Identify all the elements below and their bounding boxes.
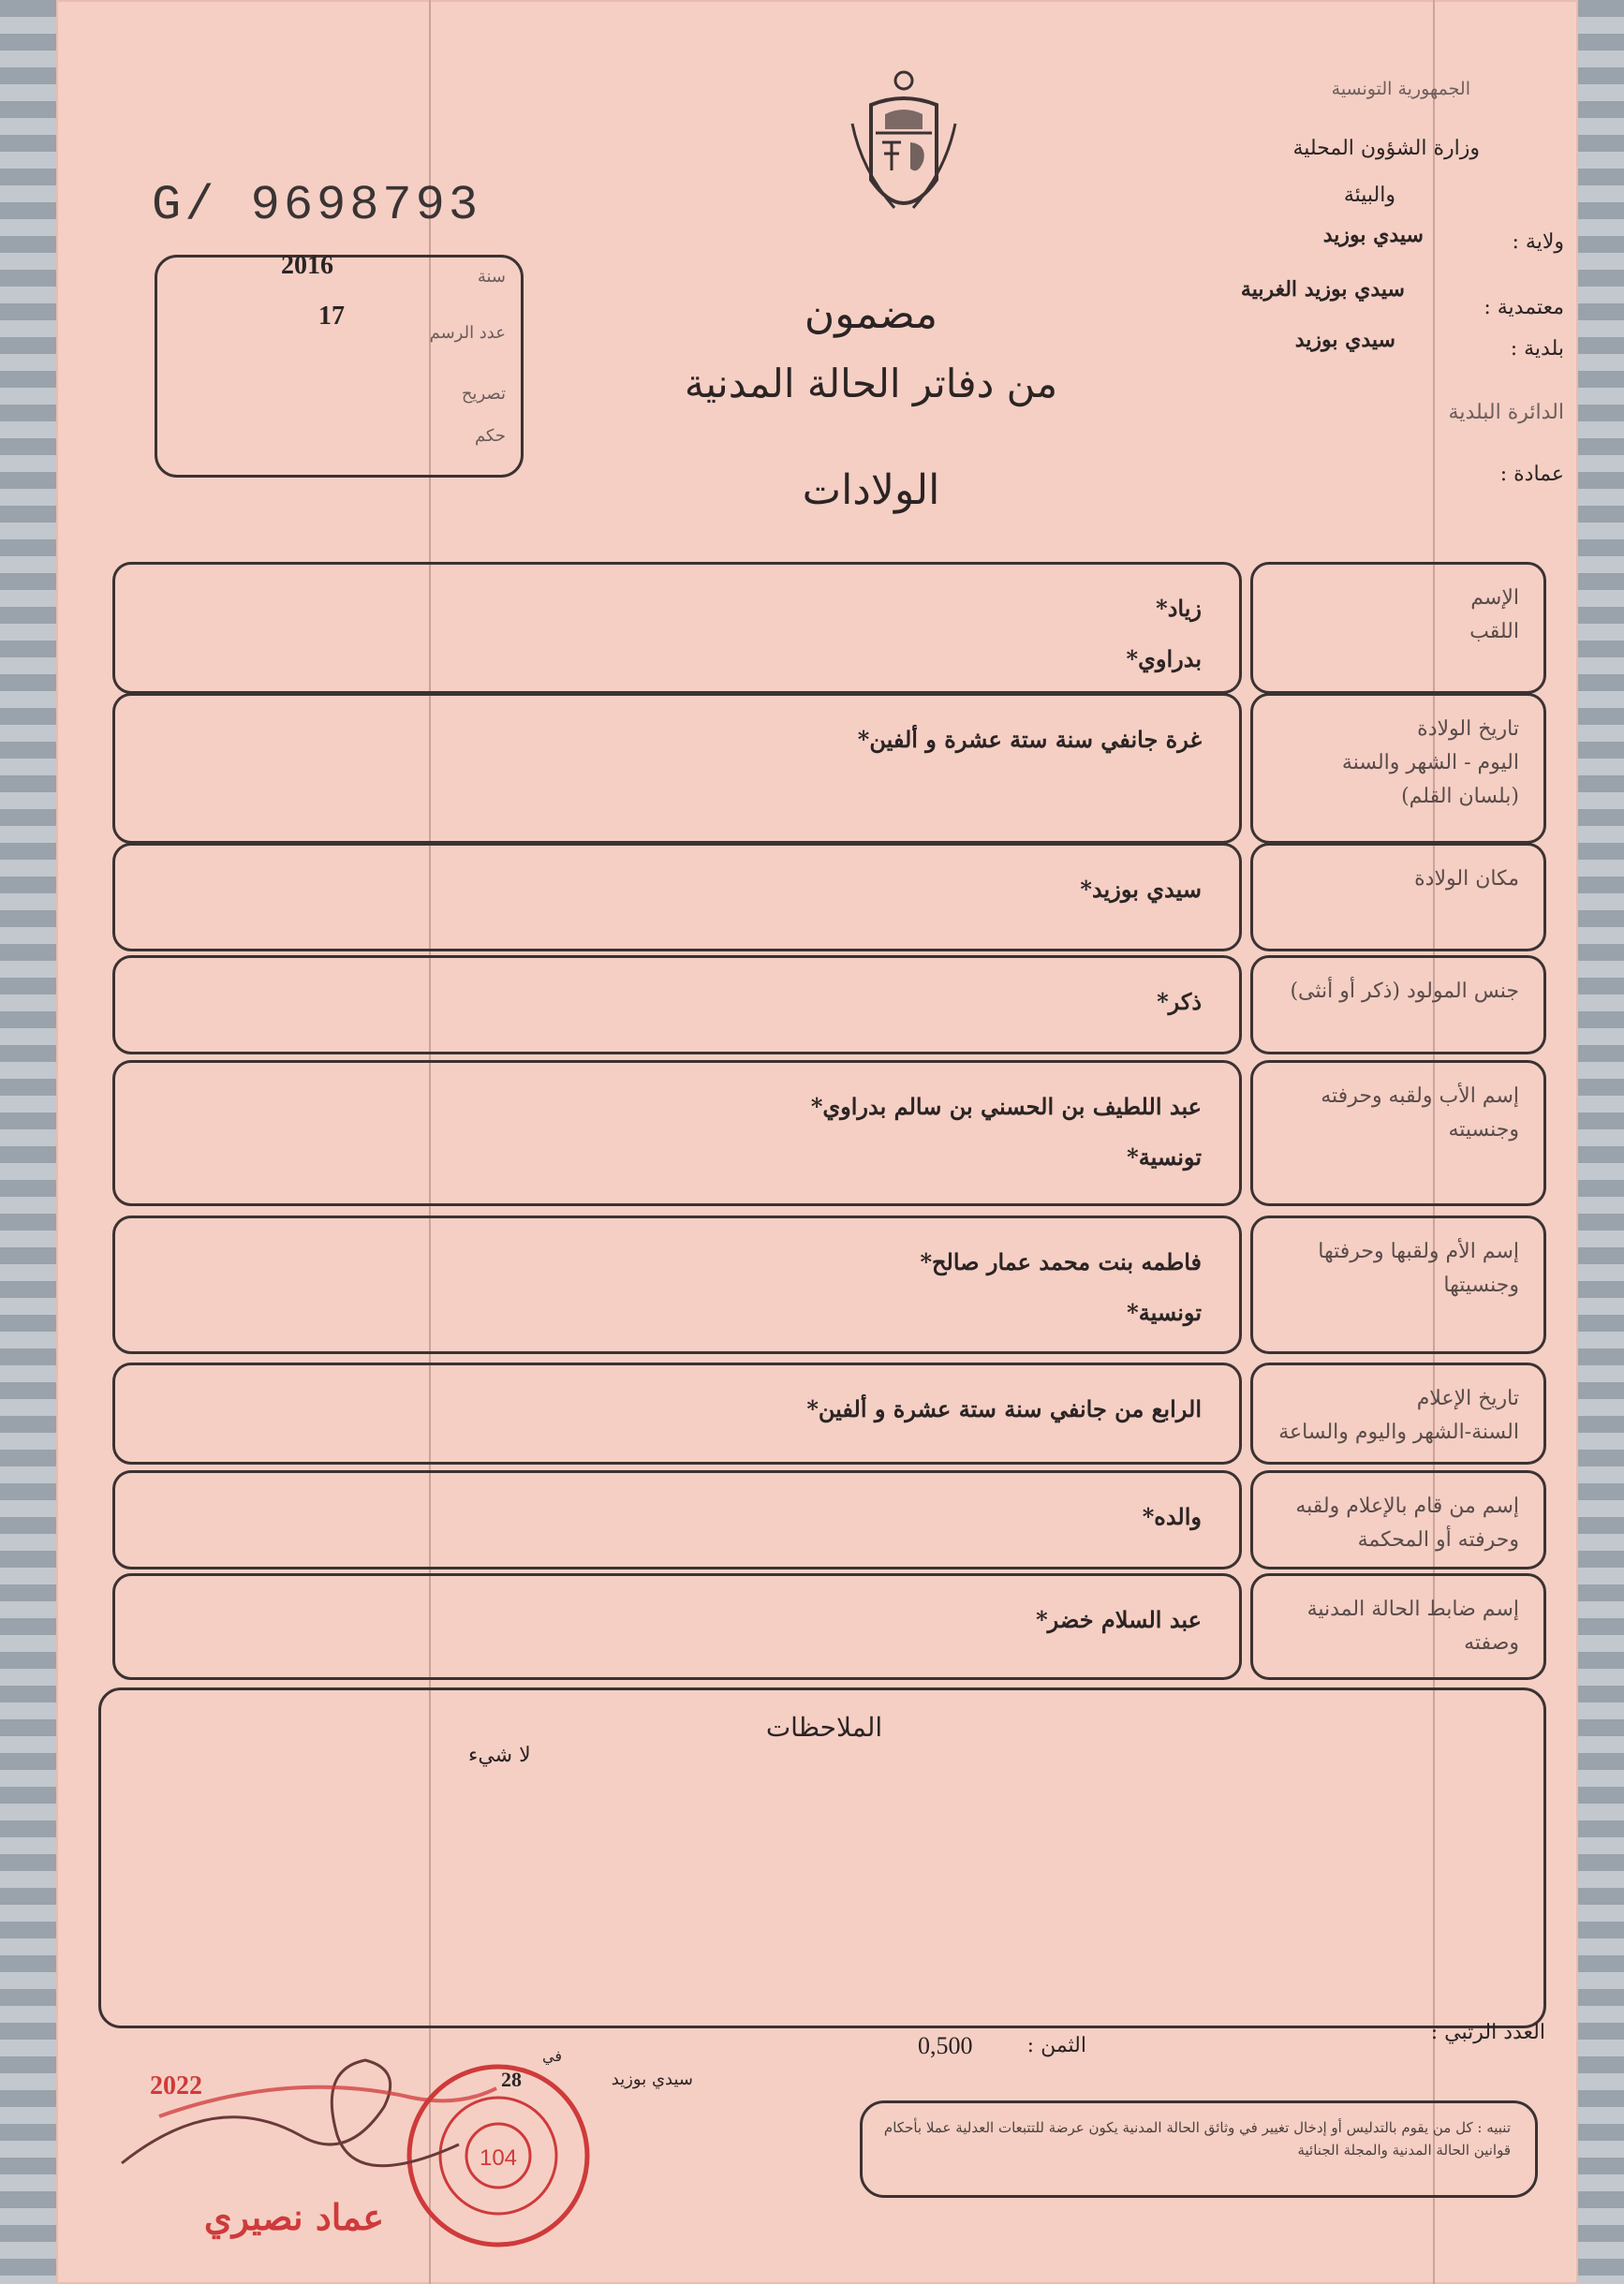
- document-title: مضمون: [804, 290, 938, 338]
- field-label: الإسم اللقب: [1469, 586, 1519, 643]
- field-value-box: [112, 1470, 1242, 1569]
- field-value: سيدي بوزيد*: [1080, 876, 1202, 903]
- tunisia-coat-of-arms-icon: [843, 67, 965, 245]
- municipality-label: بلدية :: [1510, 337, 1564, 361]
- field-label: تاريخ الولادة اليوم - الشهر والسنة (بلسان القلم): [1341, 717, 1519, 808]
- paper-edge-left: [0, 0, 56, 2284]
- field-value-box: [112, 1573, 1242, 1680]
- delegation-label: معتمدية :: [1484, 296, 1564, 319]
- price-label: الثمن :: [1026, 2034, 1086, 2057]
- field-value: عبد اللطيف بن الحسني بن سالم بدراوي* تونسية*: [810, 1093, 1202, 1171]
- ministry-name: وزارة الشؤون المحلية: [1292, 137, 1480, 160]
- field-label: مكان الولادة: [1414, 867, 1519, 891]
- field-value-box: [112, 1363, 1242, 1465]
- field-value: زياد* بدراوي*: [1126, 595, 1202, 672]
- municipality-value: سيدي بوزيد: [1294, 328, 1395, 352]
- register-number-label: عدد الرسم: [429, 323, 506, 343]
- stamp-number: 104: [479, 2145, 518, 2171]
- signatory-name: عماد نصيري: [203, 2196, 384, 2238]
- field-label-box: [1250, 562, 1546, 694]
- section-title: الولادات: [802, 466, 940, 514]
- issue-date-prefix: في: [542, 2047, 562, 2065]
- omda-label: عمادة :: [1499, 463, 1564, 486]
- field-label-box: [1250, 1573, 1546, 1680]
- delegation-value: سيدي بوزيد الغربية: [1240, 277, 1405, 302]
- document-subtitle: من دفاتر الحالة المدنية: [684, 361, 1058, 406]
- issue-date: 28: [501, 2068, 522, 2091]
- notes-value: لا شيء: [468, 1744, 531, 1767]
- serial-number: G/ 9698793: [152, 178, 482, 233]
- field-value-box: [112, 693, 1242, 844]
- field-value: غرة جانفي سنة ستة عشرة و ألفين*: [857, 726, 1202, 753]
- field-label: تاريخ الإعلام السنة-الشهر واليوم والساعة: [1278, 1387, 1519, 1444]
- field-label: إسم ضابط الحالة المدنية وصفته: [1307, 1598, 1519, 1655]
- field-value-box: [112, 1060, 1242, 1206]
- notes-title: الملاحظات: [765, 1712, 883, 1743]
- declaration-label: تصريح: [461, 384, 506, 404]
- issue-place: سيدي بوزيد: [611, 2070, 693, 2089]
- field-value-box: [112, 1216, 1242, 1354]
- field-label-box: [1250, 955, 1546, 1054]
- field-label: إسم الأب ولقبه وحرفته وجنسيته: [1321, 1084, 1519, 1142]
- warning-text: تنبيه : كل من يقوم بالتدليس أو إدخال تغيير في وثائق الحالة المدنية يكون عرضة للتتبعات العدلية عملا بأحكام قوانين الحالة المدنية والمجلة الجنائية: [883, 2119, 1511, 2159]
- governorate-label: ولاية :: [1512, 230, 1564, 254]
- governorate-value: سيدي بوزيد: [1322, 223, 1424, 247]
- field-value-box: [112, 843, 1242, 951]
- district-label: الدائرة البلدية: [1448, 401, 1564, 424]
- field-label: إسم الأم ولقبها وحرفتها وجنسيتها: [1318, 1240, 1519, 1297]
- field-label-box: [1250, 1363, 1546, 1465]
- field-label-box: [1250, 1060, 1546, 1206]
- field-label: إسم من قام بالإعلام ولقبه وحرفته أو المحكمة: [1295, 1495, 1519, 1552]
- price-value: 0,500: [918, 2032, 973, 2059]
- field-value: ذكر*: [1157, 988, 1202, 1015]
- republic-name: الجمهورية التونسية: [1331, 79, 1470, 99]
- issue-year: 2022: [150, 2071, 202, 2100]
- field-value: الرابع من جانفي سنة ستة عشرة و ألفين*: [806, 1395, 1202, 1422]
- register-number: 17: [318, 302, 345, 331]
- register-year: 2016: [281, 251, 333, 280]
- warning-box: [860, 2100, 1538, 2198]
- field-label-box: [1250, 693, 1546, 844]
- serial-label: العدد الرتبي :: [1430, 2021, 1545, 2044]
- field-value: والده*: [1142, 1503, 1202, 1530]
- field-label-box: [1250, 843, 1546, 951]
- judgment-label: حكم: [474, 426, 506, 446]
- ministry-name-2: والبيئة: [1343, 184, 1395, 207]
- field-label: جنس المولود (ذكر أو أنثى): [1290, 980, 1519, 1003]
- register-year-label: سنة: [477, 267, 506, 287]
- field-value: عبد السلام خضر*: [1036, 1606, 1202, 1633]
- field-label-box: [1250, 1216, 1546, 1354]
- field-value-box: [112, 562, 1242, 694]
- paper-edge-right: [1578, 0, 1624, 2284]
- field-value: فاطمه بنت محمد عمار صالح* تونسية*: [920, 1248, 1202, 1326]
- field-label-box: [1250, 1470, 1546, 1569]
- field-value-box: [112, 955, 1242, 1054]
